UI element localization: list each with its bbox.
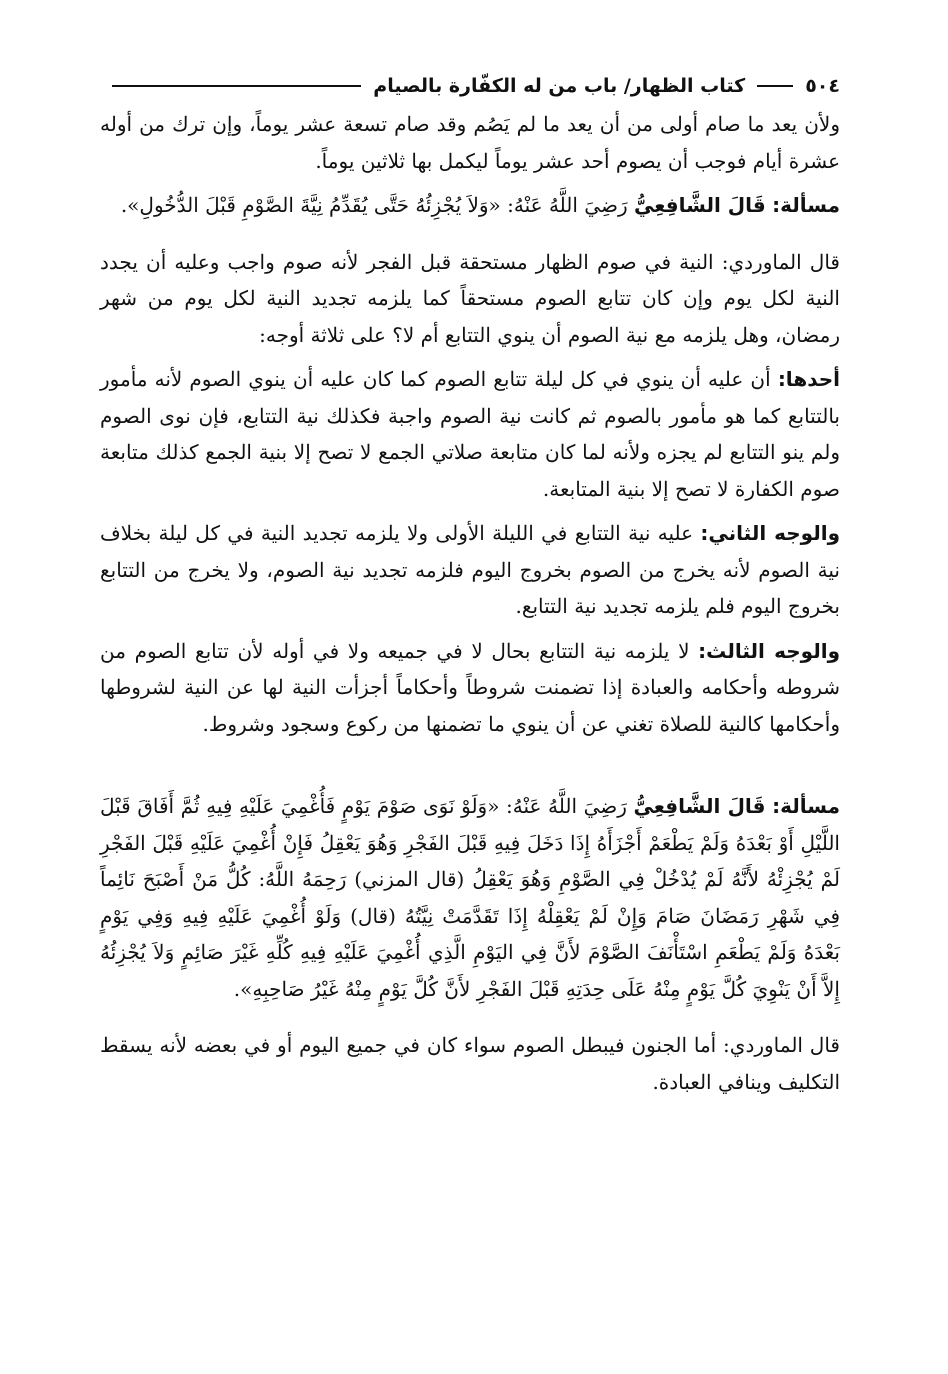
- masala-1: [100, 187, 840, 224]
- running-title: كتاب الظهار/ باب من له الكفّارة بالصيام: [373, 75, 746, 97]
- book-page: [100, 66, 840, 1100]
- paragraph-mawardi-1: قال الماوردي: النية في صوم الظهار مستحقة قبل الفجر لأنه صوم واجب وعليه أن يجدد النية لكل يوم وإن كان تتابع الصوم مستحقاً كما يلزمه تجديد النية لكل يوم من شهر رمضان، وهل يلزمه مع نية الصوم أن ينوي التتابع أم لا؟ على ثلاثة أوجه:: [100, 249, 840, 347]
- masala-1-author: قَالَ الشَّافِعِيُّ: [633, 193, 766, 217]
- running-header: [100, 66, 840, 106]
- view-1: [100, 361, 840, 507]
- masala-1-label: مسألة:: [772, 193, 840, 217]
- view-2-text: عليه نية التتابع في الليلة الأولى ولا يلزمه تجديد النية في كل ليلة بخلاف نية الصوم لأنه يخرج من الصوم بخروج اليوم فلزمه تجديد نية الصوم، ولا يخرج من التتابع بخروج اليوم فلم يلزمه تجديد نية التتابع.: [100, 521, 840, 618]
- masala-2-text: رَضِيَ اللَّهُ عَنْهُ: «وَلَوْ نَوَى صَوْمَ يَوْمٍ فَأُغْمِيَ عَلَيْهِ فِيهِ ثُمَّ أَفَاقَ قَبْلَ اللَّيْلِ أَوْ بَعْدَهُ وَلَمْ يَطْعَمْ أَجْزَأَهُ إِذَا دَخَلَ فِيهِ قَبْلَ الفَجْرِ وَهُوَ يَعْقِلُ فَإِنْ أُغْمِيَ عَلَيْهِ قَبْلَ الفَجْرِ لَمْ يُجْزِئْهُ لأَنَّهُ لَمْ يُدْخُلْ فِي الصَّوْمِ وَهُوَ يَعْقِلُ (قال المزني) رَحِمَهُ اللَّهُ: كُلُّ مَنْ أَصْبَحَ نَائِماً فِي شَهْرِ رَمَضَانَ صَامَ وَإِنْ لَمْ يَعْقِلْهُ إِذَا تَقَدَّمَتْ نِيَّتُهُ (قال) وَلَوْ أُغْمِيَ عَلَيْهِ فِيهِ وَفِي يَوْمٍ بَعْدَهُ وَلَمْ يَطْعَمِ اسْتَأْنَفَ الصَّوْمَ لأَنَّ فِي اليَوْمِ الَّذِي أُغْمِيَ عَلَيْهِ فِيهِ كُلِّهِ غَيْرَ صَائِمٍ وَلاَ يُجْزِئُهُ إِلاَّ أَنْ يَنْوِيَ كُلَّ يَوْمٍ مِنْهُ عَلَى حِدَتِهِ قَبْلَ الفَجْرِ لأَنَّ كُلَّ يَوْمٍ مِنْهُ غَيْرُ صَاحِبِهِ».: [100, 794, 840, 1001]
- view-1-label: أحدها:: [777, 367, 841, 391]
- header-rule-right: [757, 85, 793, 87]
- masala-2-label: مسألة:: [772, 794, 841, 818]
- view-2: [100, 515, 840, 625]
- view-3: [100, 633, 840, 743]
- view-2-label: والوجه الثاني:: [700, 521, 841, 545]
- view-3-label: والوجه الثالث:: [698, 638, 841, 663]
- paragraph-mawardi-2: قال الماوردي: أما الجنون فيبطل الصوم سواء كان في جميع اليوم أو في بعضه لأنه يسقط التكليف وينافي العبادة.: [100, 1033, 840, 1094]
- header-rule-left: [112, 85, 361, 87]
- masala-2-author: قَالَ الشَّافِعِيُّ: [633, 794, 766, 818]
- masala-2: [100, 788, 840, 1007]
- paragraph-intro: ولأن يعد ما صام أولى من أن يعد ما لم يَصُم وقد صام تسعة عشر يوماً، وإن ترك من أوله عشرة أيام فوجب أن يصوم أحد عشر يوماً ليكمل بها ثلاثين يوماً.: [100, 112, 840, 173]
- page-number: ٥٠٤: [805, 75, 840, 97]
- masala-1-text: رَضِيَ اللَّهُ عَنْهُ: «وَلاَ يُجْزِئُهُ حَتَّى يُقَدِّمُ نِيَّةَ الصَّوْمِ قَبْلَ الدُّخُولِ».: [120, 193, 628, 217]
- view-3-text: لا يلزمه نية التتابع بحال لا في جميعه ولا في أوله لأن تتابع الصوم من شروطه وأحكامه والعبادة إذا تضمنت شروطاً وأحكاماً أجزأت النية لها عن النية لشروطها وأحكامها كالنية للصلاة تغني عن أن ينوي ما تضمنها من ركوع وسجود وشروط.: [100, 638, 840, 736]
- view-1-text: أن عليه أن ينوي في كل ليلة تتابع الصوم كما كان عليه أن ينوي الصوم لأنه مأمور بالتتابع كما هو مأمور بالصوم ثم كانت نية الصوم واجبة فكذلك نية التتابع، فإن نوى الصوم ولم ينو التتابع لم يجزه ولأنه لما كان متابعة صلاتي الجمع لا تصح إلا بنية الجمع كذلك متابعة صوم الكفارة لا تصح إلا بنية المتابعة.: [100, 367, 840, 501]
